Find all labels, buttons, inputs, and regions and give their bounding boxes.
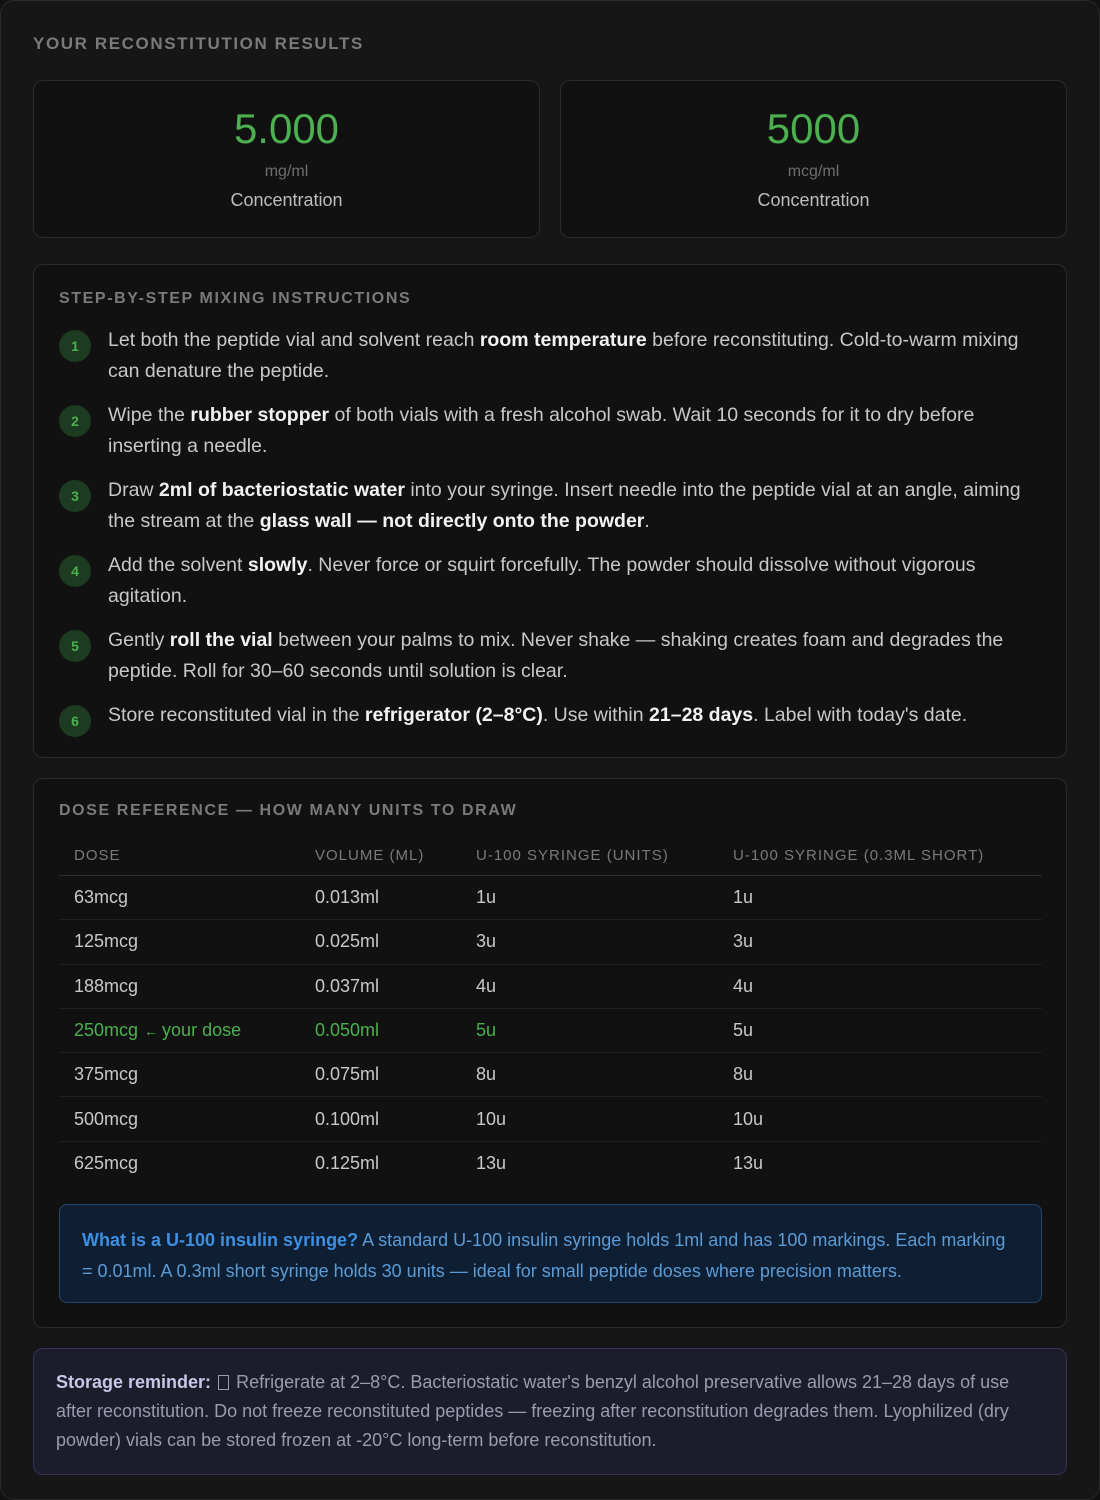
step-text <box>108 325 1042 387</box>
step-text-part: Draw <box>108 479 159 501</box>
dose-reference-panel <box>33 778 1067 1328</box>
cell-short-units: 1u <box>718 876 1042 920</box>
concentration-mcg-card <box>560 80 1067 238</box>
cell-units: 1u <box>461 876 718 920</box>
step-text <box>108 400 1042 462</box>
step-item <box>59 550 1042 612</box>
step-item <box>59 625 1042 687</box>
results-title: YOUR RECONSTITUTION RESULTS <box>33 34 364 53</box>
storage-reminder-box <box>33 1348 1067 1475</box>
step-text-part: before reconstituting. Cold-to-warm mixing can denature the peptide. <box>108 329 1019 382</box>
step-text-bold: 2ml of bacteriostatic water <box>158 479 405 501</box>
u100-info-text: A standard U-100 insulin syringe holds 1ml and has 100 markings. Each marking = 0.01ml. A 0.3ml short syringe holds 30 units — ideal for small peptide doses where precision matters. <box>82 1229 1006 1281</box>
table-row <box>59 1141 1042 1185</box>
cell-dose: 125mcg <box>59 920 300 964</box>
cell-dose: 63mcg <box>59 876 300 920</box>
cell-volume: 0.050ml <box>300 1008 461 1052</box>
step-number-badge: 4 <box>59 555 91 587</box>
step-text-part: Let both the peptide vial and solvent reach <box>108 329 480 351</box>
cell-units: 5u <box>461 1008 718 1052</box>
step-text-bold: room temperature <box>479 329 647 351</box>
cell-short-units: 8u <box>718 1053 1042 1097</box>
cell-short-units: 10u <box>718 1097 1042 1141</box>
header-volume: VOLUME (ML) <box>300 837 461 876</box>
mixing-instructions-title: STEP-BY-STEP MIXING INSTRUCTIONS <box>59 290 412 307</box>
dose-value: 250mcg <box>74 1020 139 1041</box>
cell-units: 4u <box>461 964 718 1008</box>
cell-dose: 375mcg <box>59 1053 300 1097</box>
u100-info-heading: What is a U-100 insulin syringe? <box>82 1229 359 1250</box>
step-number-badge: 6 <box>59 705 91 737</box>
concentration-mg-label: Concentration <box>230 190 343 210</box>
table-row <box>59 1053 1042 1097</box>
step-text-part: . Never force or squirt forcefully. The powder should dissolve without vigorous agitation. <box>108 554 976 607</box>
table-row <box>59 964 1042 1008</box>
cell-volume: 0.013ml <box>300 876 461 920</box>
cell-units: 10u <box>461 1097 718 1141</box>
table-row <box>59 876 1042 920</box>
step-item <box>59 400 1042 462</box>
cell-short-units: 4u <box>718 964 1042 1008</box>
step-number-badge: 3 <box>59 480 91 512</box>
cell-volume: 0.075ml <box>300 1053 461 1097</box>
step-text-bold: slowly <box>247 554 308 576</box>
step-text-bold: glass wall — not directly onto the powder <box>259 510 645 532</box>
mixing-instructions-panel <box>33 264 1067 758</box>
step-number-badge: 2 <box>59 405 91 437</box>
cell-volume: 0.125ml <box>315 1153 380 1174</box>
cell-units: 3u <box>461 920 718 964</box>
concentration-mg-value: 5.000 <box>233 105 340 152</box>
missing-glyph-icon <box>218 1375 229 1390</box>
table-row-your-dose <box>59 1008 1042 1052</box>
cell-short-units: 5u <box>718 1008 1042 1052</box>
step-text <box>108 550 1042 612</box>
table-header-row <box>59 837 1042 876</box>
step-item <box>59 475 1042 537</box>
step-text-bold: refrigerator (2–8°C) <box>364 704 543 726</box>
step-text <box>108 475 1042 537</box>
u100-info-box <box>59 1204 1042 1303</box>
step-text-part: Add the solvent <box>108 554 248 576</box>
concentration-mcg-value: 5000 <box>766 105 861 152</box>
step-text-bold: rubber stopper <box>190 404 330 426</box>
cell-volume: 0.025ml <box>300 920 461 964</box>
step-text-part: between your palms to mix. Never shake — shaking creates foam and degrades the peptide. Roll for 30–60 seconds until solution is clear. <box>108 629 1004 682</box>
step-text-bold: roll the vial <box>169 629 273 651</box>
table-row <box>59 1097 1042 1141</box>
your-dose-note: your dose <box>162 1020 242 1041</box>
step-number-badge: 1 <box>59 330 91 362</box>
step-item <box>59 325 1042 387</box>
cell-dose <box>59 1008 300 1052</box>
step-number-badge: 5 <box>59 630 91 662</box>
step-text <box>108 625 1042 687</box>
step-text-part: . Label with today's date. <box>753 704 968 726</box>
dose-reference-title: DOSE REFERENCE — HOW MANY UNITS TO DRAW <box>59 802 518 819</box>
step-text-part: . <box>644 510 650 532</box>
cell-units: 8u <box>461 1053 718 1097</box>
concentration-mcg-unit: mcg/ml <box>787 163 840 180</box>
step-text-bold: 21–28 days <box>649 704 754 726</box>
results-cards <box>33 80 1067 238</box>
step-text-part: Wipe the <box>108 404 191 426</box>
cell-dose: 500mcg <box>59 1097 300 1141</box>
header-short-units: U-100 SYRINGE (0.3ML SHORT) <box>718 837 1042 876</box>
cell-dose: 625mcg <box>74 1153 139 1174</box>
step-item <box>59 700 1042 737</box>
dose-reference-table <box>59 837 1042 1186</box>
storage-reminder-heading: Storage reminder: <box>56 1372 212 1392</box>
cell-short-units: 3u <box>718 920 1042 964</box>
storage-reminder-text: Refrigerate at 2–8°C. Bacteriostatic water's benzyl alcohol preservative allows 21–28 days of use after reconstitution. Do not freeze reconstituted peptides — freezing after reconstitution degrades them. Lyophilized (dry powder) vials can be stored frozen at -20°C long-term before reconstitution. <box>56 1372 1010 1450</box>
step-text-part: . Use within <box>542 704 650 726</box>
step-text-part: of both vials with a fresh alcohol swab. Wait 10 seconds for it to dry before inserting a needle. <box>108 404 975 457</box>
step-text-part: Gently <box>108 629 170 651</box>
cell-dose: 188mcg <box>59 964 300 1008</box>
step-text <box>108 700 967 731</box>
table-row <box>59 920 1042 964</box>
cell-volume: 0.037ml <box>300 964 461 1008</box>
concentration-mg-card <box>33 80 540 238</box>
cell-units: 13u <box>476 1153 507 1174</box>
concentration-mcg-label: Concentration <box>757 190 870 210</box>
cell-volume: 0.100ml <box>300 1097 461 1141</box>
left-arrow-icon: ← <box>144 1023 159 1040</box>
step-text-part: into your syringe. Insert needle into the peptide vial at an angle, aiming the stream at the <box>108 479 1021 532</box>
header-dose: DOSE <box>59 837 300 876</box>
cell-short-units: 13u <box>733 1153 764 1174</box>
step-text-part: Store reconstituted vial in the <box>108 704 365 726</box>
concentration-mg-unit: mg/ml <box>264 163 309 180</box>
header-units: U-100 SYRINGE (UNITS) <box>461 837 718 876</box>
